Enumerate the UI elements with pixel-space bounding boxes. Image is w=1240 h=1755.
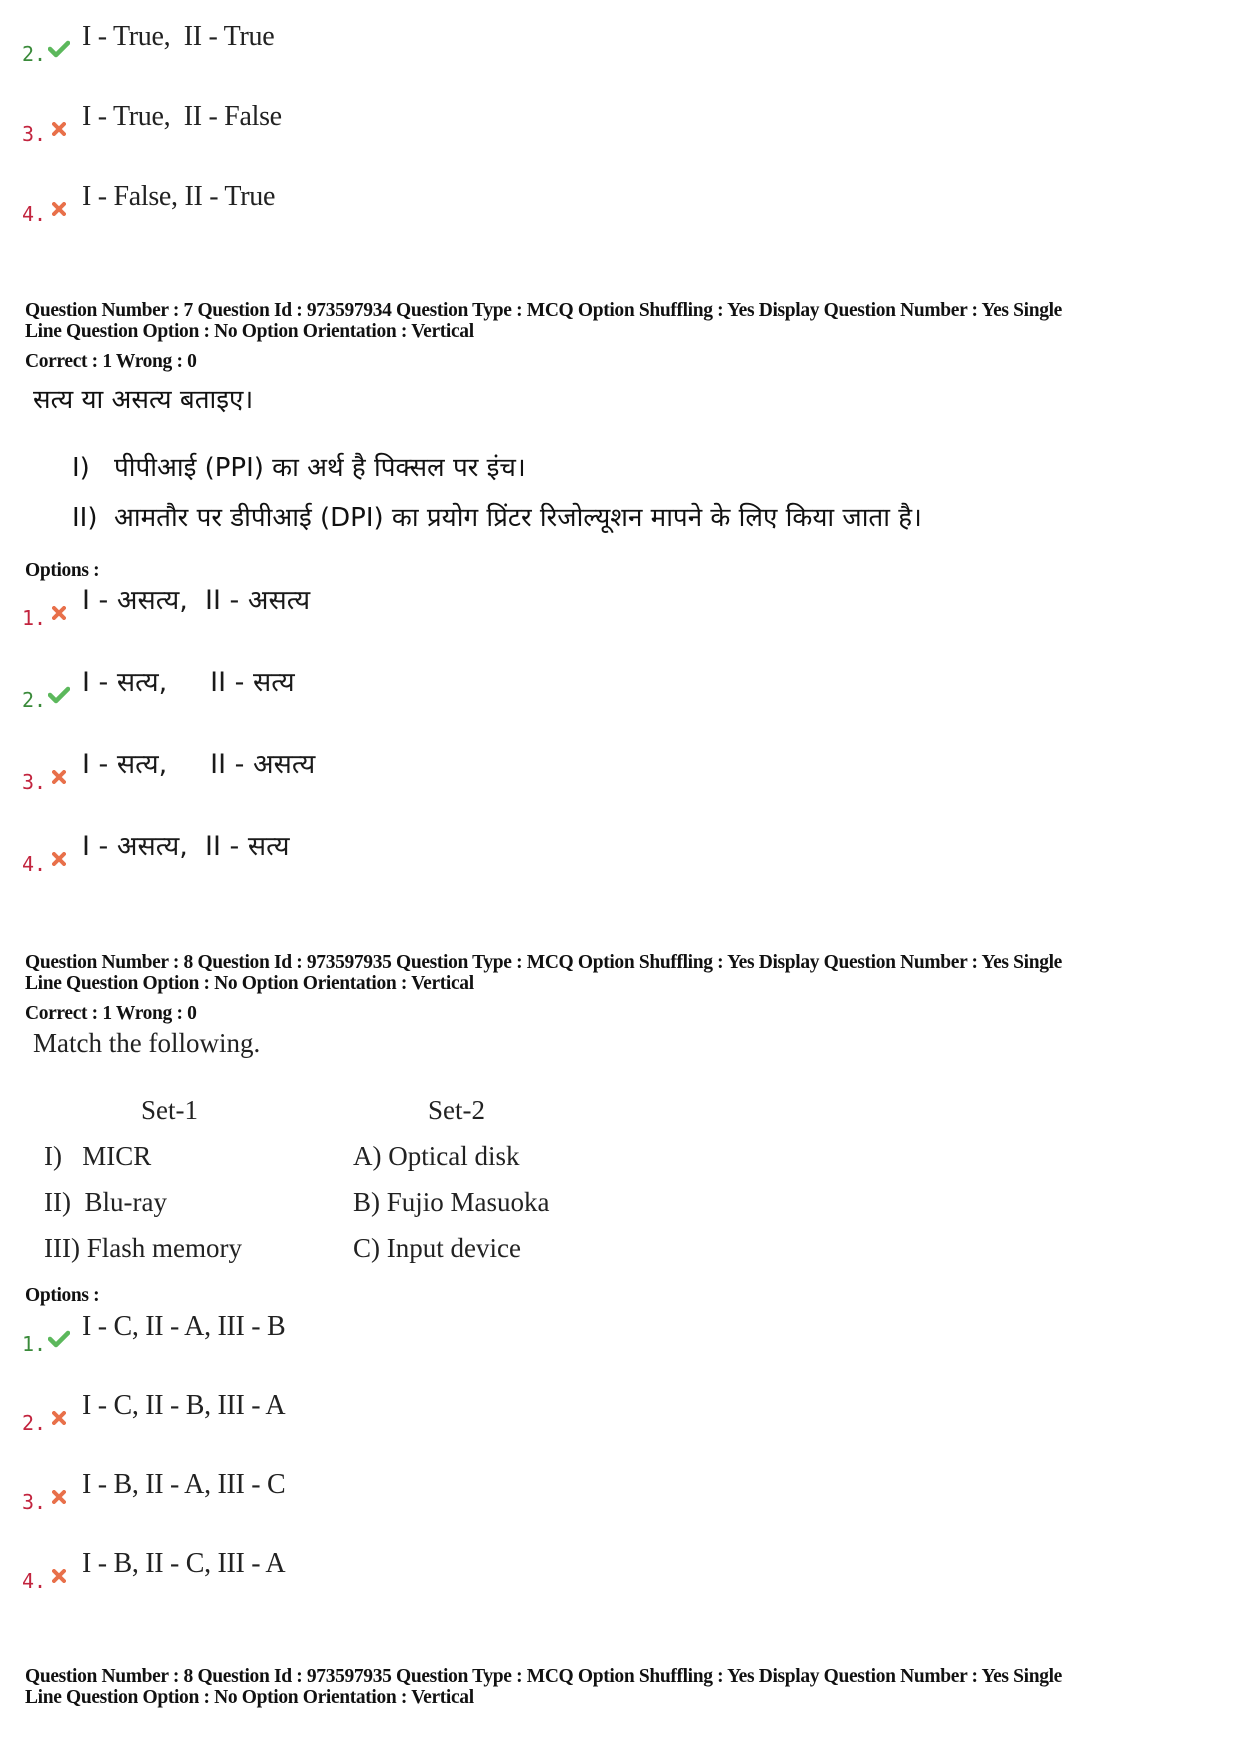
option-text: I - असत्य, II - सत्य bbox=[82, 831, 290, 862]
cross-icon bbox=[48, 848, 70, 870]
question-statement bbox=[72, 448, 526, 484]
option-item bbox=[22, 181, 276, 226]
question-meta-line-1: Question Number : 7 Question Id : 973597934 Question Type : MCQ Option Shuffling : Yes Display Question Number : Yes Single bbox=[25, 300, 1062, 321]
option-text: I - True, II - False bbox=[82, 101, 282, 132]
option-number: 1. bbox=[22, 1332, 47, 1356]
question-score: Correct : 1 Wrong : 0 bbox=[25, 351, 197, 372]
question-meta-line-1: Question Number : 8 Question Id : 973597935 Question Type : MCQ Option Shuffling : Yes Display Question Number : Yes Single bbox=[25, 1666, 1062, 1687]
options-label: Options : bbox=[25, 1285, 100, 1306]
option-number: 3. bbox=[22, 122, 47, 146]
option-text: I - B, II - A, III - C bbox=[82, 1469, 286, 1500]
statement-label: I) bbox=[72, 453, 90, 483]
option-item bbox=[22, 21, 275, 66]
option-item bbox=[22, 1469, 286, 1514]
option-text: I - False, II - True bbox=[82, 181, 276, 212]
cross-icon bbox=[48, 766, 70, 788]
option-item bbox=[22, 1548, 286, 1593]
option-number: 2. bbox=[22, 1411, 47, 1435]
set-1-item: III) Flash memory bbox=[44, 1233, 242, 1263]
option-item bbox=[22, 749, 316, 794]
cross-icon bbox=[48, 1565, 70, 1587]
option-text: I - सत्य, II - सत्य bbox=[82, 667, 295, 698]
statement-text: पीपीआई (PPI) का अर्थ है पिक्सल पर इंच। bbox=[114, 453, 526, 483]
options-label: Options : bbox=[25, 560, 100, 581]
cross-icon bbox=[48, 1407, 70, 1429]
option-text: I - C, II - B, III - A bbox=[82, 1390, 286, 1421]
option-item bbox=[22, 831, 290, 876]
set-2-item: A) Optical disk bbox=[353, 1141, 520, 1171]
question-score: Correct : 1 Wrong : 0 bbox=[25, 1003, 197, 1024]
set-2-item: B) Fujio Masuoka bbox=[353, 1187, 550, 1217]
cross-icon bbox=[48, 602, 70, 624]
check-icon bbox=[48, 684, 70, 706]
option-number: 2. bbox=[22, 688, 47, 712]
option-number: 4. bbox=[22, 852, 47, 876]
option-number: 3. bbox=[22, 1490, 47, 1514]
option-text: I - असत्य, II - असत्य bbox=[82, 585, 311, 616]
option-item bbox=[22, 667, 295, 712]
question-meta bbox=[25, 952, 1062, 994]
set-2-heading: Set-2 bbox=[428, 1095, 485, 1125]
option-text: I - सत्य, II - असत्य bbox=[82, 749, 316, 780]
question-meta-line-2: Line Question Option : No Option Orientation : Vertical bbox=[25, 1687, 474, 1708]
question-prompt: Match the following. bbox=[33, 1028, 261, 1058]
option-text: I - B, II - C, III - A bbox=[82, 1548, 286, 1579]
option-item bbox=[22, 585, 311, 630]
cross-icon bbox=[48, 118, 70, 140]
question-meta-line-2: Line Question Option : No Option Orientation : Vertical bbox=[25, 973, 474, 994]
option-number: 4. bbox=[22, 202, 47, 226]
option-number: 2. bbox=[22, 42, 47, 66]
check-icon bbox=[48, 38, 70, 60]
option-item bbox=[22, 1311, 286, 1356]
set-1-heading: Set-1 bbox=[141, 1095, 198, 1125]
option-number: 1. bbox=[22, 606, 47, 630]
option-text: I - True, II - True bbox=[82, 21, 275, 52]
option-number: 4. bbox=[22, 1569, 47, 1593]
question-meta-line-1: Question Number : 8 Question Id : 973597935 Question Type : MCQ Option Shuffling : Yes Display Question Number : Yes Single bbox=[25, 952, 1062, 973]
question-meta bbox=[25, 300, 1062, 342]
set-1-item: II) Blu-ray bbox=[44, 1187, 167, 1217]
question-statement bbox=[72, 498, 922, 534]
set-1-item: I) MICR bbox=[44, 1141, 152, 1171]
statement-text: आमतौर पर डीपीआई (DPI) का प्रयोग प्रिंटर रिजोल्यूशन मापने के लिए किया जाता है। bbox=[114, 503, 922, 533]
question-meta-line-2: Line Question Option : No Option Orientation : Vertical bbox=[25, 321, 474, 342]
next-question-meta bbox=[25, 1666, 1062, 1708]
cross-icon bbox=[48, 1486, 70, 1508]
option-item bbox=[22, 101, 282, 146]
set-2-item: C) Input device bbox=[353, 1233, 521, 1263]
option-item bbox=[22, 1390, 286, 1435]
question-prompt: सत्य या असत्य बताइए। bbox=[33, 385, 254, 415]
option-number: 3. bbox=[22, 770, 47, 794]
option-text: I - C, II - A, III - B bbox=[82, 1311, 286, 1342]
check-icon bbox=[48, 1328, 70, 1350]
cross-icon bbox=[48, 198, 70, 220]
statement-label: II) bbox=[72, 503, 98, 533]
